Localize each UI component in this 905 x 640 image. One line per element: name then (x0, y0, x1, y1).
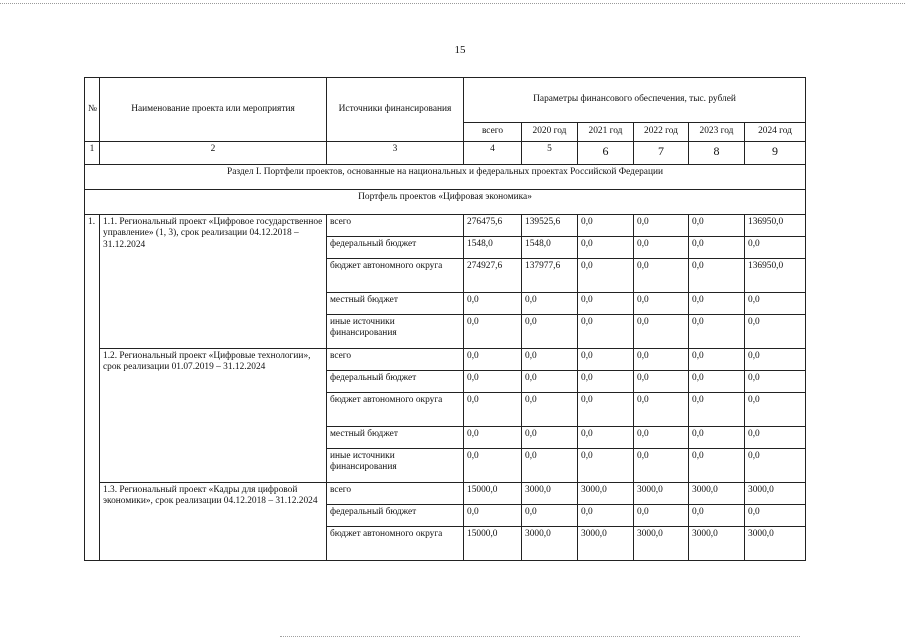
amount-cell: 0,0 (634, 293, 689, 315)
funding-source: всего (327, 483, 464, 505)
table-row (85, 483, 806, 505)
header-year: 2020 год (522, 123, 578, 142)
amount-cell: 0,0 (634, 315, 689, 349)
financing-table (84, 77, 806, 561)
amount-cell: 0,0 (464, 393, 522, 427)
funding-source: всего (327, 349, 464, 371)
amount-cell: 3000,0 (689, 483, 745, 505)
scan-edge-top (0, 3, 905, 4)
column-number: 2 (100, 142, 327, 165)
amount-cell: 0,0 (578, 371, 634, 393)
amount-cell: 0,0 (745, 371, 806, 393)
amount-cell: 137977,6 (522, 259, 578, 293)
amount-cell: 0,0 (745, 449, 806, 483)
amount-cell: 274927,6 (464, 259, 522, 293)
amount-cell: 0,0 (634, 349, 689, 371)
amount-cell: 0,0 (578, 215, 634, 237)
amount-cell: 0,0 (522, 393, 578, 427)
amount-cell: 0,0 (578, 505, 634, 527)
amount-cell: 0,0 (634, 237, 689, 259)
funding-source: бюджет автономного округа (327, 527, 464, 561)
table-row (85, 215, 806, 237)
amount-cell: 0,0 (689, 505, 745, 527)
amount-cell: 0,0 (578, 449, 634, 483)
amount-cell: 0,0 (464, 449, 522, 483)
amount-cell: 0,0 (745, 393, 806, 427)
column-number: 9 (745, 142, 806, 165)
amount-cell: 0,0 (689, 237, 745, 259)
amount-cell: 0,0 (745, 237, 806, 259)
funding-source: иные источники финансирования (327, 315, 464, 349)
amount-cell: 15000,0 (464, 527, 522, 561)
amount-cell: 136950,0 (745, 259, 806, 293)
amount-cell: 3000,0 (522, 483, 578, 505)
scan-edge-bottom (280, 636, 800, 637)
amount-cell: 0,0 (745, 505, 806, 527)
column-number: 3 (327, 142, 464, 165)
amount-cell: 0,0 (464, 505, 522, 527)
amount-cell: 0,0 (745, 315, 806, 349)
column-number: 5 (522, 142, 578, 165)
row-index: 1. (85, 215, 100, 561)
portfolio-title: Портфель проектов «Цифровая экономика» (85, 190, 806, 215)
amount-cell: 3000,0 (634, 527, 689, 561)
amount-cell: 3000,0 (522, 527, 578, 561)
amount-cell: 0,0 (522, 371, 578, 393)
amount-cell: 0,0 (578, 293, 634, 315)
amount-cell: 0,0 (745, 427, 806, 449)
funding-source: местный бюджет (327, 427, 464, 449)
amount-cell: 0,0 (578, 259, 634, 293)
amount-cell: 0,0 (522, 427, 578, 449)
amount-cell: 0,0 (634, 371, 689, 393)
amount-cell: 3000,0 (634, 483, 689, 505)
amount-cell: 0,0 (522, 349, 578, 371)
header-year: 2024 год (745, 123, 806, 142)
section-title: Раздел I. Портфели проектов, основанные на национальных и федеральных проектах Российской Федерации (85, 165, 806, 190)
column-number-row (85, 142, 806, 165)
funding-source: бюджет автономного округа (327, 259, 464, 293)
amount-cell: 0,0 (464, 349, 522, 371)
amount-cell: 139525,6 (522, 215, 578, 237)
project-name: 1.2. Региональный проект «Цифровые технологии», срок реализации 01.07.2019 – 31.12.2024 (100, 349, 327, 483)
column-number: 1 (85, 142, 100, 165)
amount-cell: 1548,0 (522, 237, 578, 259)
amount-cell: 0,0 (689, 449, 745, 483)
amount-cell: 276475,6 (464, 215, 522, 237)
column-number: 4 (464, 142, 522, 165)
amount-cell: 0,0 (464, 293, 522, 315)
amount-cell: 0,0 (522, 293, 578, 315)
amount-cell: 0,0 (689, 259, 745, 293)
amount-cell: 1548,0 (464, 237, 522, 259)
amount-cell: 0,0 (689, 427, 745, 449)
amount-cell: 0,0 (522, 449, 578, 483)
amount-cell: 0,0 (464, 315, 522, 349)
amount-cell: 3000,0 (689, 527, 745, 561)
amount-cell: 0,0 (689, 349, 745, 371)
amount-cell: 0,0 (578, 427, 634, 449)
project-name: 1.3. Региональный проект «Кадры для цифровой экономики», срок реализации 04.12.2018 – 31.12.2024 (100, 483, 327, 561)
header-year: 2022 год (634, 123, 689, 142)
amount-cell: 0,0 (745, 293, 806, 315)
header-col-params: Параметры финансового обеспечения, тыс. рублей (464, 78, 806, 123)
amount-cell: 0,0 (464, 427, 522, 449)
amount-cell: 3000,0 (745, 527, 806, 561)
funding-source: местный бюджет (327, 293, 464, 315)
page-number: 15 (454, 44, 466, 56)
amount-cell: 0,0 (689, 371, 745, 393)
amount-cell: 0,0 (578, 315, 634, 349)
amount-cell: 0,0 (634, 215, 689, 237)
table-row (85, 349, 806, 371)
header-row-main (85, 78, 806, 123)
funding-source: федеральный бюджет (327, 505, 464, 527)
amount-cell: 136950,0 (745, 215, 806, 237)
amount-cell: 0,0 (522, 505, 578, 527)
header-year: 2023 год (689, 123, 745, 142)
funding-source: федеральный бюджет (327, 237, 464, 259)
header-col-no: № (85, 78, 100, 142)
funding-source: федеральный бюджет (327, 371, 464, 393)
amount-cell: 0,0 (464, 371, 522, 393)
amount-cell: 0,0 (578, 237, 634, 259)
amount-cell: 0,0 (689, 215, 745, 237)
amount-cell: 0,0 (689, 315, 745, 349)
amount-cell: 15000,0 (464, 483, 522, 505)
funding-source: всего (327, 215, 464, 237)
amount-cell: 0,0 (634, 393, 689, 427)
amount-cell: 0,0 (689, 293, 745, 315)
amount-cell: 0,0 (634, 259, 689, 293)
amount-cell: 0,0 (634, 449, 689, 483)
header-col-source: Источники финансирования (327, 78, 464, 142)
amount-cell: 0,0 (578, 393, 634, 427)
amount-cell: 3000,0 (745, 483, 806, 505)
column-number: 6 (578, 142, 634, 165)
column-number: 8 (689, 142, 745, 165)
portfolio-row (85, 190, 806, 215)
project-name: 1.1. Региональный проект «Цифровое государственное управление» (1, 3), срок реализации 04.12.2018 – 31.12.2024 (100, 215, 327, 349)
amount-cell: 0,0 (689, 393, 745, 427)
funding-source: иные источники финансирования (327, 449, 464, 483)
column-number: 7 (634, 142, 689, 165)
amount-cell: 0,0 (522, 315, 578, 349)
amount-cell: 3000,0 (578, 527, 634, 561)
amount-cell: 0,0 (745, 349, 806, 371)
section-row (85, 165, 806, 190)
header-year: всего (464, 123, 522, 142)
amount-cell: 0,0 (634, 427, 689, 449)
amount-cell: 0,0 (634, 505, 689, 527)
funding-source: бюджет автономного округа (327, 393, 464, 427)
header-year: 2021 год (578, 123, 634, 142)
amount-cell: 3000,0 (578, 483, 634, 505)
amount-cell: 0,0 (578, 349, 634, 371)
header-col-name: Наименование проекта или мероприятия (100, 78, 327, 142)
